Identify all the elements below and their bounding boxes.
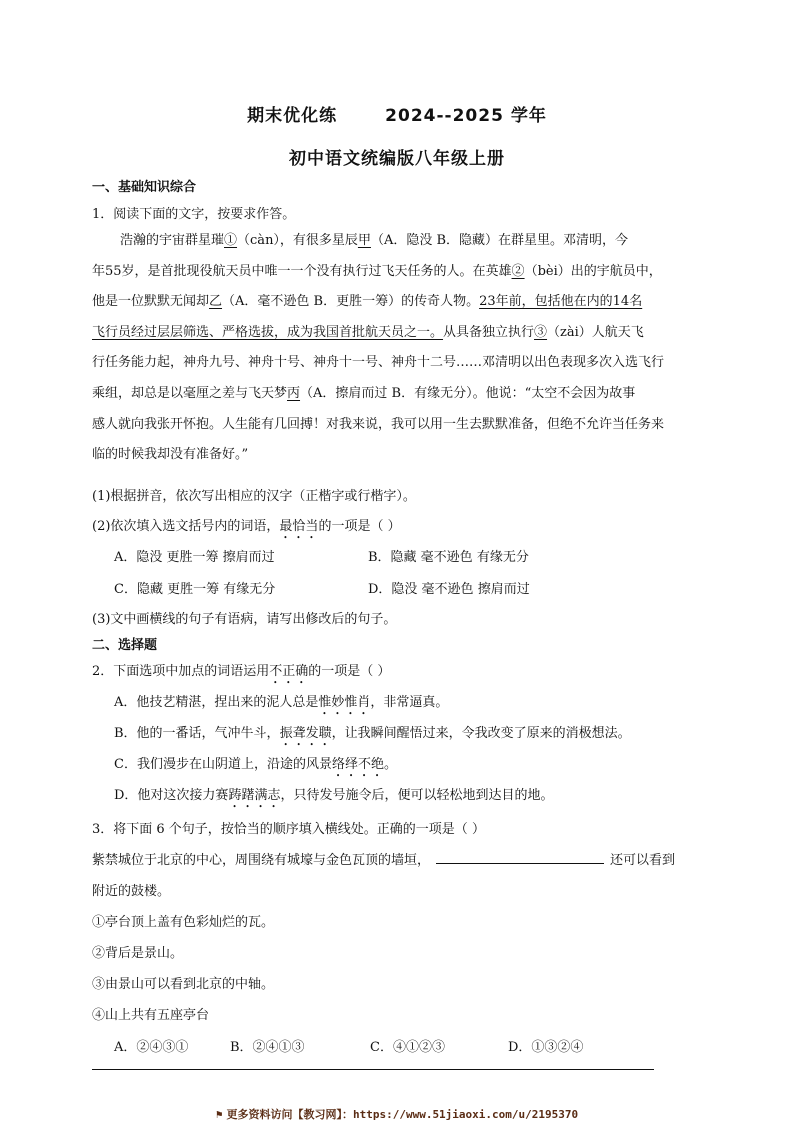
- flag-icon: ⚑: [215, 1108, 223, 1121]
- q1-prompt: 1．阅读下面的文字，按要求作答。: [92, 207, 296, 222]
- q1-option-a: A．隐没 更胜一筹 擦肩而过: [114, 550, 275, 565]
- q2-prompt: 2．下面选项中加点的词语运用不正确的一项是（ ）: [92, 664, 391, 679]
- q2-option-b: B．他的一番话，气冲牛斗，振聋发聩，让我瞬间醒悟过来，令我改变了原来的消极想法。: [114, 726, 631, 741]
- q3-answer-blank: [436, 851, 604, 864]
- footer[interactable]: [0, 1106, 794, 1122]
- q3-option-d: D．①③②④: [508, 1040, 584, 1055]
- q1-sub2: (2)依次填入选文括号内的词语，最恰当的一项是（ ）: [92, 519, 401, 534]
- q1-sub3: (3)文中画横线的句子有语病，请写出修改后的句子。: [92, 612, 397, 627]
- bottom-divider: [92, 1069, 654, 1070]
- q3-option-c: C．④①②③: [370, 1040, 445, 1055]
- q2-option-a: A．他技艺精湛，捏出来的泥人总是惟妙惟肖，非常逼真。: [114, 695, 449, 710]
- q3-sentence-2: ②背后是景山。: [92, 946, 184, 961]
- section1-heading: 一、基础知识综合: [92, 180, 197, 195]
- page-title: [0, 101, 794, 126]
- q1-option-d: D．隐没 毫不逊色 擦肩而过: [368, 582, 530, 597]
- q3-text: 紫禁城位于北京的中心，周围绕有城壕与金色瓦顶的墙垣， 还可以看到: [92, 853, 676, 868]
- q1-sub1: (1)根据拼音，依次写出相应的汉字（正楷字或行楷字）。: [92, 489, 416, 504]
- q3-text-cont: 附近的鼓楼。: [92, 884, 171, 899]
- q1-passage: 浩瀚的宇宙群星璀①（càn），有很多星辰甲（A．隐没 B．隐藏）在群星里。邓清明，今 年55岁，是首批现役航天员中唯一一个没有执行过飞天任务的人。在英雄②（bèi）出的宇航员中， 他是一位默默无闻却乙（A．毫不逊色 B．更胜一筹）的传奇人物。23年前，包括他在内的14名 飞行员经过层层筛选、严格选拔，成为我国首批航天员之一。从具备独立执行③（zài）人航天飞 行任务能力起，神舟九号、神舟十号、神舟十一号、神舟十二号……邓清明以出色表现多次入选飞行 乘组，却总是以毫厘之差与飞天梦丙（A．擦肩而过 B．有缘无分）。他说：“太空不会因为故事 感人就向我张开怀抱。人生能有几回搏！对我来说，我可以用一生去默默准备，但绝不允许当任务来 临的时候我却没有准备好。”: [92, 233, 665, 463]
- q3-option-a: A．②④③①: [114, 1040, 189, 1055]
- q3-sentence-3: ③由景山可以看到北京的中轴。: [92, 977, 275, 992]
- title-right: 2024--2025 学年: [385, 106, 547, 126]
- q2-option-c: C．我们漫步在山阴道上，沿途的风景络绎不绝。: [114, 757, 397, 772]
- q3-option-b: B．②④①③: [230, 1040, 305, 1055]
- section2-heading: 二、选择题: [92, 638, 158, 653]
- title-left: 期末优化练: [247, 106, 338, 126]
- q3-prompt: 3．将下面 6 个句子，按恰当的顺序填入横线处。正确的一项是（ ）: [92, 822, 485, 837]
- footer-link[interactable]: 更多资料访问【教习网】：https://www.51jiaoxi.com/u/2195370: [226, 1108, 579, 1121]
- q3-sentence-1: ①亭台顶上盖有色彩灿烂的瓦。: [92, 915, 275, 930]
- q2-option-d: D．他对这次接力赛踌躇满志，只待发号施令后，便可以轻松地到达目的地。: [114, 788, 554, 803]
- q3-sentence-4: ④山上共有五座亭台: [92, 1008, 210, 1023]
- page-subtitle: 初中语文统编版八年级上册: [289, 149, 505, 169]
- q1-option-c: C．隐藏 更胜一筹 有缘无分: [114, 582, 276, 597]
- q1-option-b: B．隐藏 毫不逊色 有缘无分: [368, 550, 529, 565]
